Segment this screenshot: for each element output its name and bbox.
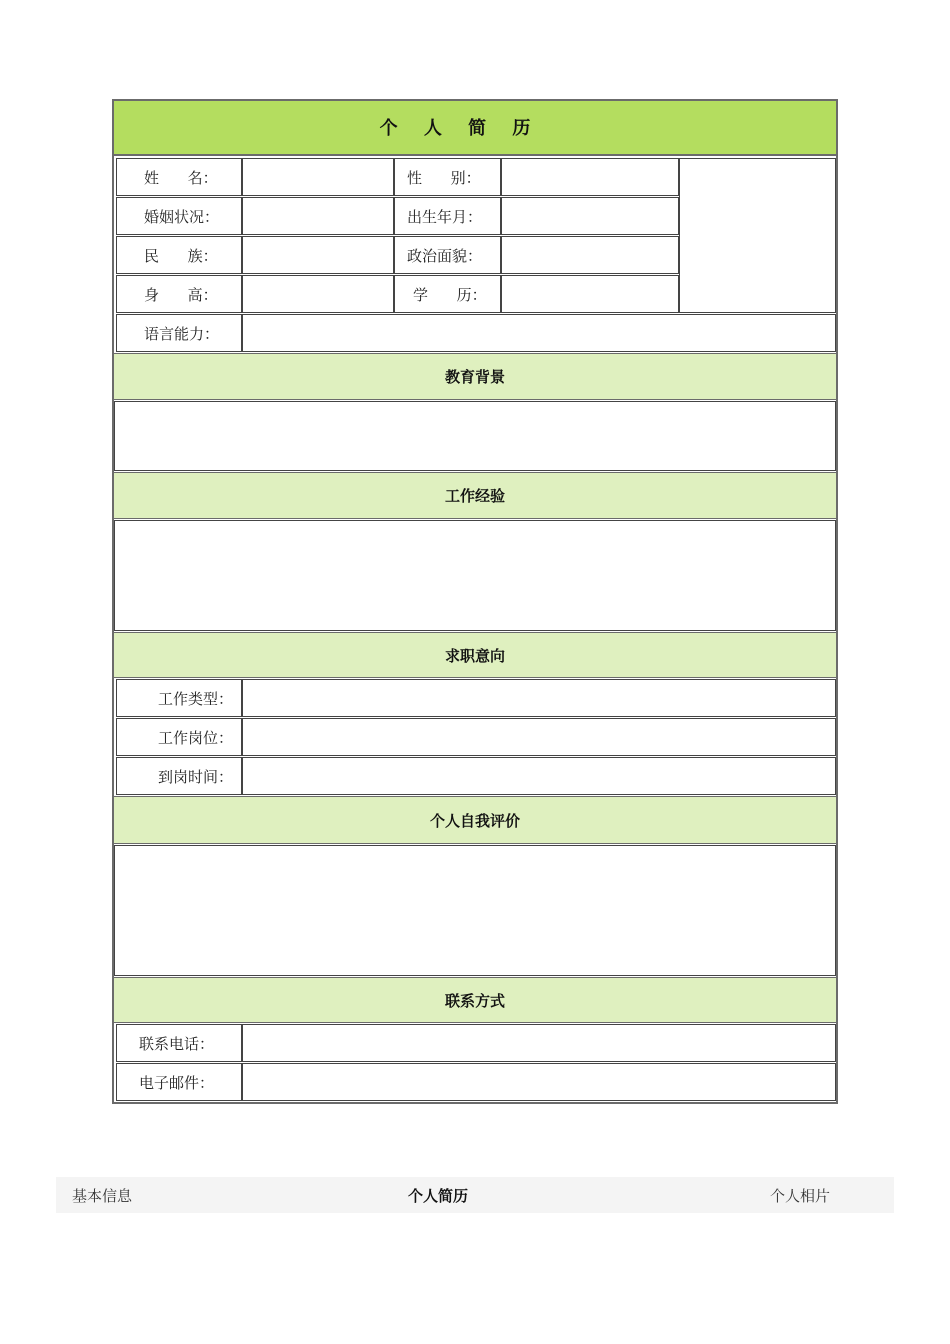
photo-box[interactable] [679, 158, 836, 313]
education-level-label: 学 历： [394, 275, 501, 313]
marital-status-field[interactable] [242, 197, 394, 235]
arrival-time-field[interactable] [242, 757, 836, 795]
name-label: 姓 名： [116, 158, 242, 196]
job-type-label: 工作类型： [116, 679, 242, 717]
ethnicity-label: 民 族： [116, 236, 242, 274]
political-status-label: 政治面貌： [394, 236, 501, 274]
job-type-field[interactable] [242, 679, 836, 717]
marital-status-label: 婚姻状况： [116, 197, 242, 235]
section-contact-header: 联系方式 [114, 977, 836, 1023]
footer-right-text: 个人相片 [770, 1187, 831, 1205]
birth-date-label: 出生年月： [394, 197, 501, 235]
phone-field[interactable] [242, 1024, 836, 1062]
position-field[interactable] [242, 718, 836, 756]
section-intention-header: 求职意向 [114, 632, 836, 678]
education-level-field[interactable] [501, 275, 679, 313]
section-self-eval-header: 个人自我评价 [114, 796, 836, 844]
language-field[interactable] [242, 314, 836, 352]
political-status-field[interactable] [501, 236, 679, 274]
email-field[interactable] [242, 1063, 836, 1101]
phone-label: 联系电话： [116, 1024, 242, 1062]
birth-date-field[interactable] [501, 197, 679, 235]
name-field[interactable] [242, 158, 394, 196]
footer-left-text: 基本信息 [72, 1187, 133, 1205]
gender-field[interactable] [501, 158, 679, 196]
resume-form [112, 99, 838, 1104]
work-content[interactable] [114, 520, 836, 631]
gender-label: 性 别： [394, 158, 501, 196]
page-footer [56, 1177, 894, 1213]
footer-center-text: 个人简历 [408, 1187, 469, 1205]
arrival-time-label: 到岗时间： [116, 757, 242, 795]
email-label: 电子邮件： [116, 1063, 242, 1101]
section-work-header: 工作经验 [114, 472, 836, 519]
self-eval-content[interactable] [114, 845, 836, 976]
section-education-header: 教育背景 [114, 353, 836, 400]
education-content[interactable] [114, 401, 836, 471]
position-label: 工作岗位： [116, 718, 242, 756]
resume-title: 个 人 简 历 [379, 118, 541, 139]
title-bar [114, 101, 836, 156]
ethnicity-field[interactable] [242, 236, 394, 274]
height-field[interactable] [242, 275, 394, 313]
height-label: 身 高： [116, 275, 242, 313]
language-label: 语言能力： [116, 314, 242, 352]
